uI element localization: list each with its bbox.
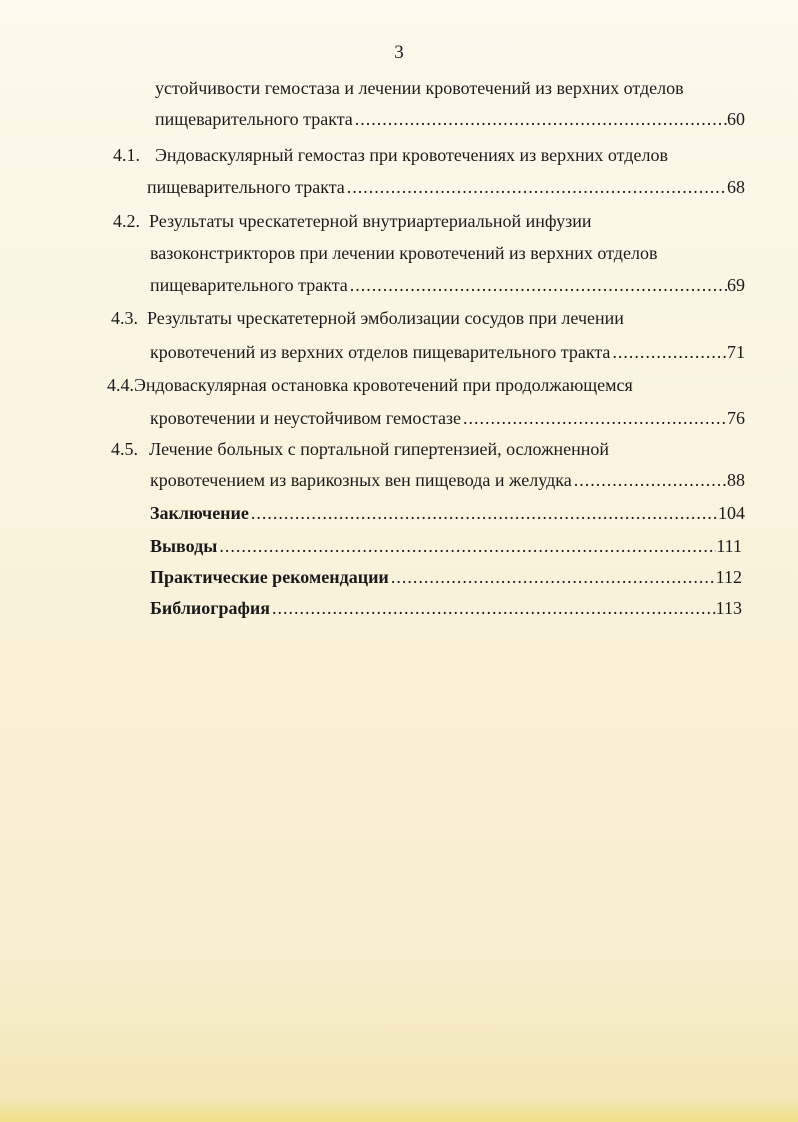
leader-dots [347, 173, 727, 201]
toc-entry-text: пищеварительного тракта [155, 109, 353, 129]
section-number: 4.5. [111, 439, 138, 459]
toc-entry-text: Эндоваскулярный гемостаз при кровотечениях из верхних отделов [155, 145, 668, 165]
toc-line [113, 141, 668, 169]
toc-line [150, 404, 745, 432]
toc-entry-text: устойчивости гемостаза и лечении кровотечений из верхних отделов [155, 78, 684, 98]
toc-entry-text: Результаты чрескатетерной эмболизации сосудов при лечении [147, 308, 624, 328]
toc-line [155, 74, 684, 102]
section-number: 4.2. [113, 211, 140, 231]
page-number: 3 [394, 42, 404, 63]
leader-dots [574, 466, 727, 494]
toc-entry-text: пищеварительного тракта [150, 275, 348, 295]
toc-line [150, 466, 745, 494]
toc-page-number: 88 [727, 470, 745, 490]
toc-line [107, 371, 633, 399]
toc-line [150, 532, 742, 560]
leader-dots [350, 271, 727, 299]
toc-entry-text: Лечение больных с портальной гипертензией, осложненной [149, 439, 610, 459]
toc-entry-text: пищеварительного тракта [147, 177, 345, 197]
section-number: 4.1. [113, 145, 140, 165]
toc-line [147, 173, 745, 201]
toc-line [150, 239, 657, 267]
leader-dots [272, 594, 716, 622]
toc-entry-title: Выводы [150, 536, 218, 556]
toc-page-number: 113 [715, 598, 742, 618]
toc-page-number: 60 [727, 109, 745, 129]
toc-entry-text: кровотечений из верхних отделов пищеварительного тракта [150, 342, 611, 362]
leader-dots [251, 499, 718, 527]
leader-dots [391, 563, 716, 591]
leader-dots [463, 404, 727, 432]
toc-entry-title: Библиография [150, 598, 271, 618]
toc-entry-title: Заключение [150, 503, 249, 523]
toc-page-number: 104 [718, 503, 745, 523]
toc-entry-text: кровотечении и неустойчивом гемостазе [150, 408, 462, 428]
section-number: 4.4. [107, 375, 134, 395]
section-number: 4.3. [111, 308, 138, 328]
toc-entry-title: Практические рекомендации [150, 567, 389, 587]
toc-line [150, 594, 742, 622]
toc-line [150, 563, 742, 591]
leader-dots [355, 105, 727, 133]
toc-page-number: 69 [727, 275, 745, 295]
toc-page-number: 76 [727, 408, 745, 428]
toc-entry-text: Эндоваскулярная остановка кровотечений при продолжающемся [134, 375, 633, 395]
toc-line [150, 499, 745, 527]
toc-line [111, 435, 609, 463]
toc-line [113, 207, 592, 235]
toc-entry-text: кровотечением из варикозных вен пищевода и желудка [150, 470, 572, 490]
toc-page-number: 71 [727, 342, 745, 362]
leader-dots [219, 532, 716, 560]
toc-line [150, 271, 745, 299]
toc-line [155, 105, 745, 133]
toc-page-number: 111 [716, 536, 742, 556]
leader-dots [612, 338, 727, 366]
page-bottom-edge [0, 1100, 798, 1122]
toc-page-number: 112 [715, 567, 742, 587]
toc-page-number: 68 [727, 177, 745, 197]
toc-line [150, 338, 745, 366]
toc-entry-text: вазоконстрикторов при лечении кровотечений из верхних отделов [150, 243, 658, 263]
toc-line [111, 304, 624, 332]
toc-entry-text: Результаты чрескатетерной внутриартериальной инфузии [149, 211, 592, 231]
